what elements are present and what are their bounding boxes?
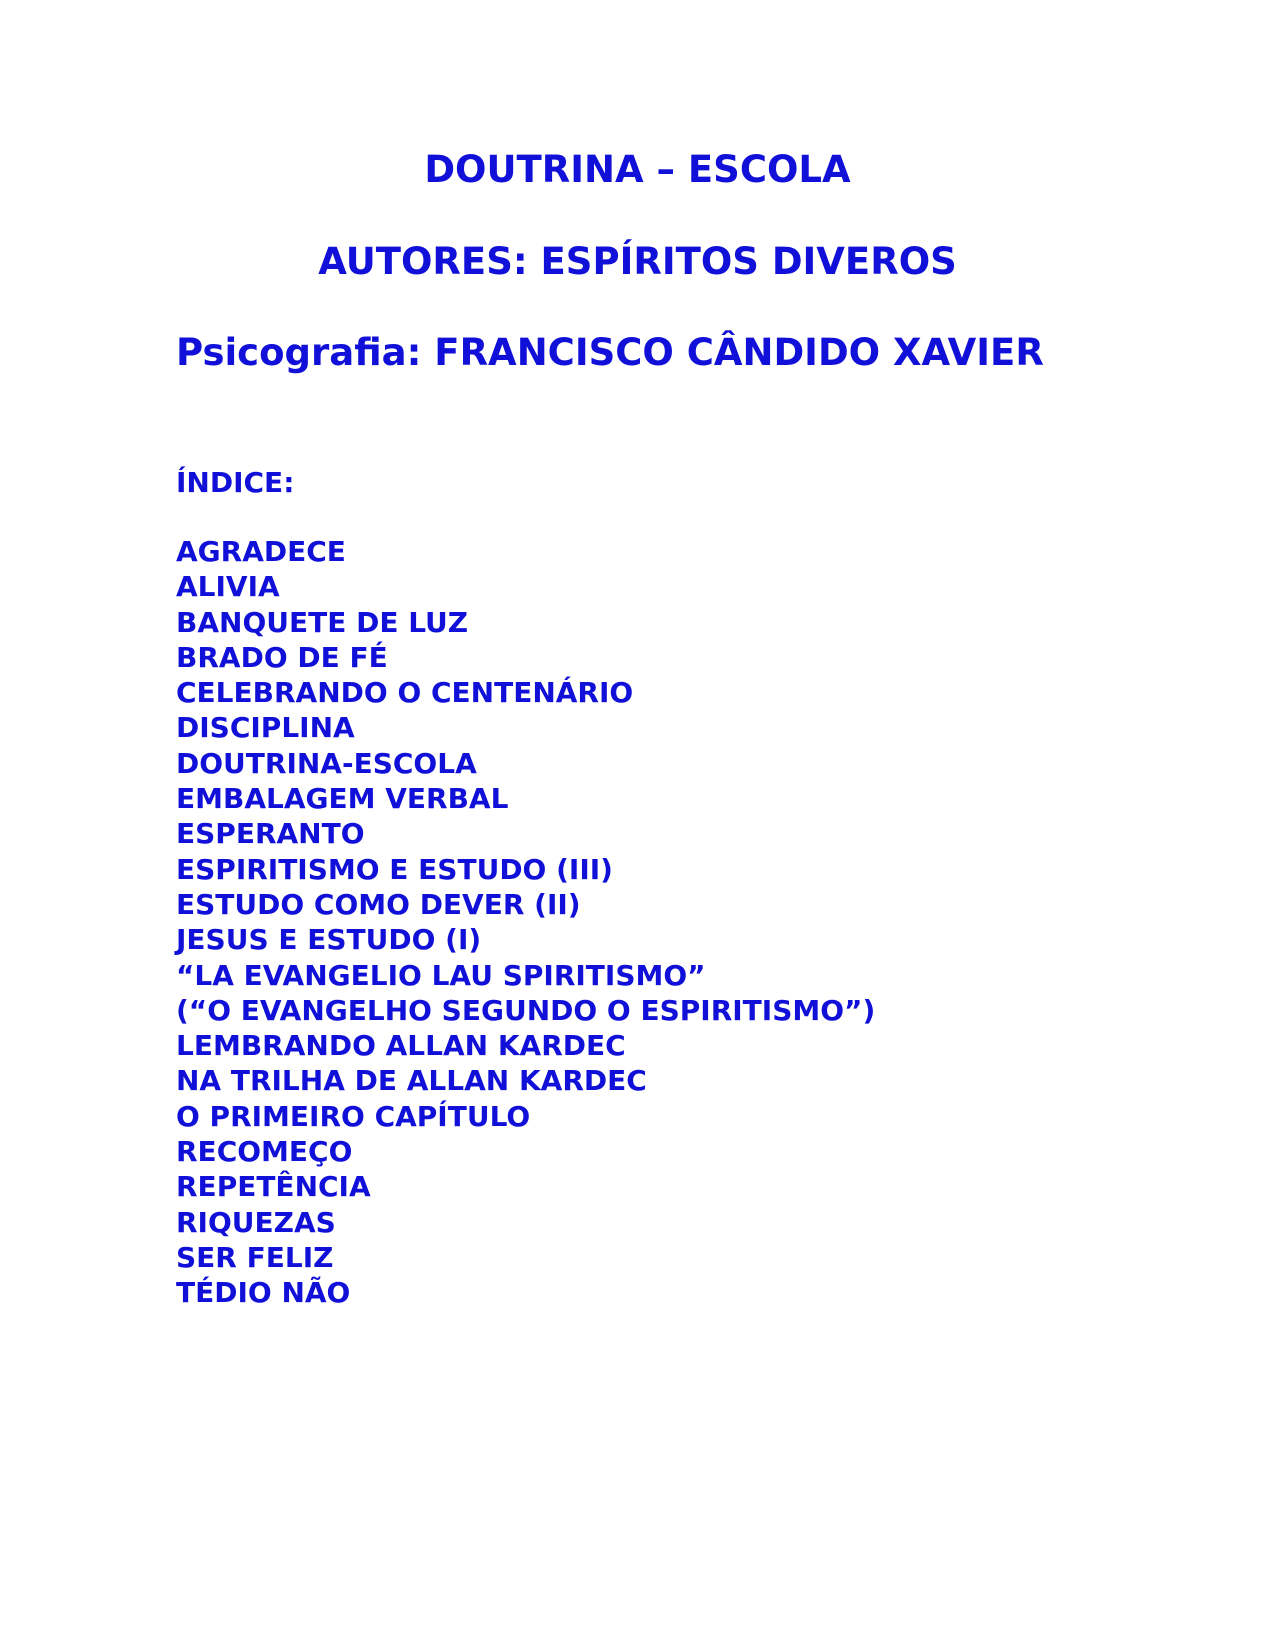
index-item: RECOMEÇO <box>176 1135 353 1169</box>
document-title: DOUTRINA – ESCOLA <box>424 148 851 191</box>
index-item: LEMBRANDO ALLAN KARDEC <box>176 1029 626 1063</box>
index-item: BANQUETE DE LUZ <box>176 605 469 639</box>
index-item: “LA EVANGELIO LAU SPIRITISMO” <box>176 958 706 992</box>
index-item: O PRIMEIRO CAPÍTULO <box>176 1099 531 1133</box>
psychography-line: Psicografia: FRANCISCO CÂNDIDO XAVIER <box>176 331 1044 374</box>
index-item: ESTUDO COMO DEVER (II) <box>176 887 581 921</box>
authors-line: AUTORES: ESPÍRITOS DIVEROS <box>318 240 957 283</box>
index-item: AGRADECE <box>176 535 346 568</box>
index-item: DISCIPLINA <box>176 711 355 745</box>
index-heading: ÍNDICE: <box>176 466 295 499</box>
index-item: JESUS E ESTUDO (I) <box>176 923 482 957</box>
index-item: BRADO DE FÉ <box>176 640 388 674</box>
index-item: (“O EVANGELHO SEGUNDO O ESPIRITISMO”) <box>176 993 876 1027</box>
index-item: ESPERANTO <box>176 817 365 851</box>
index-item: TÉDIO NÃO <box>176 1276 351 1310</box>
index-item: CELEBRANDO O CENTENÁRIO <box>176 676 634 710</box>
index-list <box>176 534 875 1311</box>
index-item: NA TRILHA DE ALLAN KARDEC <box>176 1064 647 1098</box>
index-item: DOUTRINA-ESCOLA <box>176 746 477 780</box>
index-item: REPETÊNCIA <box>176 1170 371 1204</box>
index-item: SER FELIZ <box>176 1240 334 1274</box>
index-item: ALIVIA <box>176 570 280 604</box>
index-item: EMBALAGEM VERBAL <box>176 782 509 816</box>
index-item: ESPIRITISMO E ESTUDO (III) <box>176 852 613 886</box>
index-item: RIQUEZAS <box>176 1205 336 1239</box>
